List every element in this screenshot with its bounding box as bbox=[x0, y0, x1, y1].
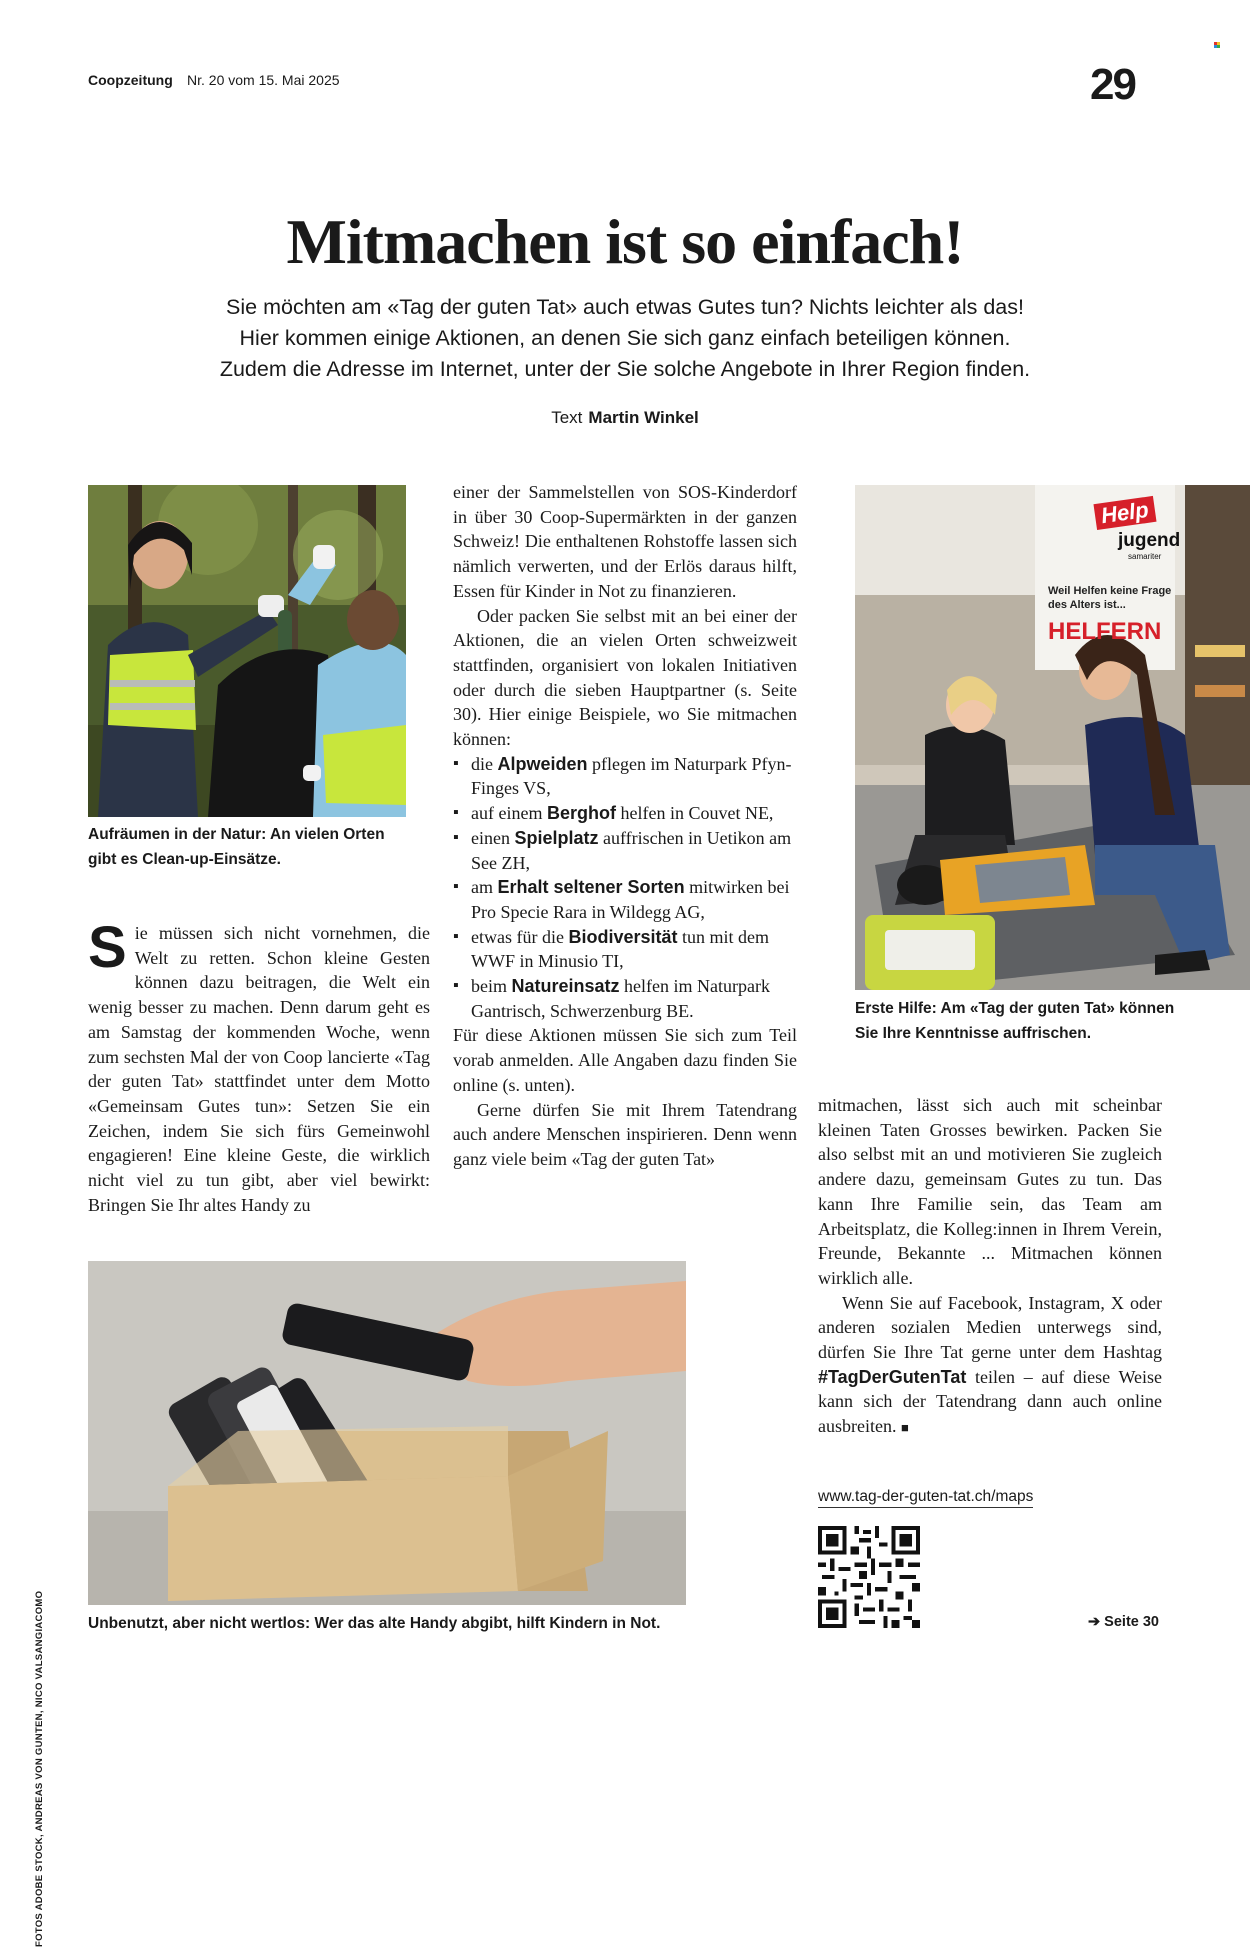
help-jugend-banner bbox=[1040, 490, 1180, 665]
photo-credit: FOTOS ADOBE STOCK, ANDREAS VON GUNTEN, NICO VALSANGIACOMO bbox=[34, 1590, 45, 1947]
help-brand: jugend bbox=[1118, 530, 1181, 551]
article-column-3 bbox=[818, 1093, 1162, 1441]
column-2-paragraph-4: Gerne dürfen Sie mit Ihrem Tatendrang auch andere Menschen inspirieren. Denn wenn ganz viele beim «Tag der guten Tat» bbox=[453, 1099, 797, 1169]
drop-cap: S bbox=[88, 915, 127, 980]
photo-phones-box bbox=[88, 1261, 686, 1605]
color-registration-mark bbox=[1214, 34, 1222, 41]
help-logo: Help bbox=[1093, 496, 1156, 530]
photo-nature-cleanup bbox=[88, 485, 406, 817]
help-sub: samariter bbox=[1128, 552, 1162, 561]
publication-name: Coopzeitung bbox=[88, 72, 173, 88]
byline bbox=[0, 408, 1250, 428]
article-column-1 bbox=[88, 915, 430, 1217]
column-2-paragraph-2: Oder packen Sie selbst mit an bei einer der Aktionen, die an vielen Orten schweizweit stattfinden, organisiert von lokalen Initiativen oder durch die sieben Hauptpartner (s. Seite 30). Hier einige Beispiele, wo Sie mitmachen können: bbox=[453, 605, 797, 750]
website-link[interactable]: www.tag-der-guten-tat.ch/maps bbox=[818, 1488, 1033, 1508]
intro-line: Hier kommen einige Aktionen, an denen Sie sich ganz einfach beteiligen können. bbox=[239, 326, 1011, 350]
intro-text bbox=[140, 292, 1110, 385]
list-item: ▪ einen Spielplatz auffrischen in Uetikon am See ZH, bbox=[453, 826, 797, 875]
column-3-paragraph-1: mitmachen, lässt sich auch mit scheinbar kleinen Taten Grosses bewirken. Packen Sie also selbst mit an und motivieren Sie zugleich andere dazu, gemeinsam Gutes zu tun. Das kann Ihre Familie sein, das Team am Arbeitsplatz, die Kolleg:innen in Ihrem Verein, Freunde, Bekannte ... Mitmachen können wirklich alle. bbox=[818, 1095, 1162, 1288]
caption-phones: Unbenutzt, aber nicht wertlos: Wer das alte Handy abgibt, hilft Kindern in Not. bbox=[88, 1615, 661, 1632]
page-number: 29 bbox=[1090, 60, 1135, 109]
list-item: ▪ beim Natureinsatz helfen im Naturpark Gantrisch, Schwerzenburg BE. bbox=[453, 974, 797, 1023]
issue-info: Nr. 20 vom 15. Mai 2025 bbox=[187, 72, 340, 88]
list-item: ▪ am Erhalt seltener Sorten mitwirken bei Pro Specie Rara in Wildegg AG, bbox=[453, 875, 797, 924]
column-1-text: ie müssen sich nicht vornehmen, die Welt zu retten. Schon kleine Gesten können dazu beitragen, die Welt ein wenig besser zu machen. Denn darum geht es am Samstag der kommenden Woche, wenn zum sechsten Mal der von Coop lancierte «Tag der guten Tat» stattfindet unter dem Motto «Gemeinsam Gutes tun»: Setzen Sie ein Zeichen, indem Sie sich fürs Gemeinwohl engagieren! Eine kleine Geste, die wirklich nicht viel zu tun gibt, aber viel bewirkt: Bringen Sie Ihr altes Handy zu bbox=[88, 923, 430, 1215]
hashtag: #TagDerGutenTat bbox=[818, 1366, 967, 1387]
caption-nature: Aufräumen in der Natur: An vielen Orten gibt es Clean-up-Einsätze. bbox=[88, 826, 385, 868]
banner-slogan-big: HELFERN bbox=[1048, 618, 1162, 645]
headline: Mitmachen ist so einfach! bbox=[286, 206, 964, 277]
qr-code[interactable] bbox=[818, 1526, 920, 1628]
see-page-link[interactable]: ➔ Seite 30 bbox=[1088, 1614, 1159, 1630]
list-item: ▪ etwas für die Biodiversität tun mit dem WWF in Minusio TI, bbox=[453, 925, 797, 974]
list-item: ▪ die Alpweiden pflegen im Naturpark Pfyn-Finges VS, bbox=[453, 752, 797, 801]
column-2-paragraph-1: einer der Sammelstellen von SOS-Kinderdorf in über 30 Coop-Supermärkten in der ganzen Schweiz! Die enthaltenen Rohstoffe lassen sich nämlich verwerten, und der Erlös daraus hilft, Essen für Kinder in Not zu finanzieren. bbox=[453, 482, 797, 601]
activity-list bbox=[453, 752, 797, 1024]
end-mark: ■ bbox=[900, 1420, 909, 1436]
banner-slogan-1: Weil Helfen keine Frage bbox=[1048, 585, 1172, 597]
banner-slogan-2: des Alters ist... bbox=[1048, 599, 1126, 611]
column-3-paragraph-2: Wenn Sie auf Facebook, Instagram, X oder anderen sozialen Medien unterwegs sind, dürfen Sie Ihre Tat gerne unter dem Hashtag #TagDerGutenTat teilen – auf diese Weise kann sich der Tatendrang dann auch online ausbreiten. ■ bbox=[818, 1292, 1162, 1437]
column-2-paragraph-3: Für diese Aktionen müssen Sie sich zum Teil vorab anmelden. Alle Angaben dazu finden Sie online (s. unten). bbox=[453, 1025, 797, 1095]
byline-label: Text bbox=[551, 408, 583, 427]
article-column-2 bbox=[453, 480, 797, 1172]
intro-line: Zudem die Adresse im Internet, unter der Sie solche Angebote in Ihrer Region finden. bbox=[219, 357, 1031, 381]
list-item: ▪ auf einem Berghof helfen in Couvet NE, bbox=[453, 801, 797, 826]
caption-first-aid: Erste Hilfe: Am «Tag der guten Tat» können Sie Ihre Kenntnisse auffrischen. bbox=[855, 1000, 1175, 1042]
intro-line: Sie möchten am «Tag der guten Tat» auch etwas Gutes tun? Nichts leichter als das! bbox=[226, 295, 1024, 319]
author-name: Martin Winkel bbox=[588, 408, 699, 427]
